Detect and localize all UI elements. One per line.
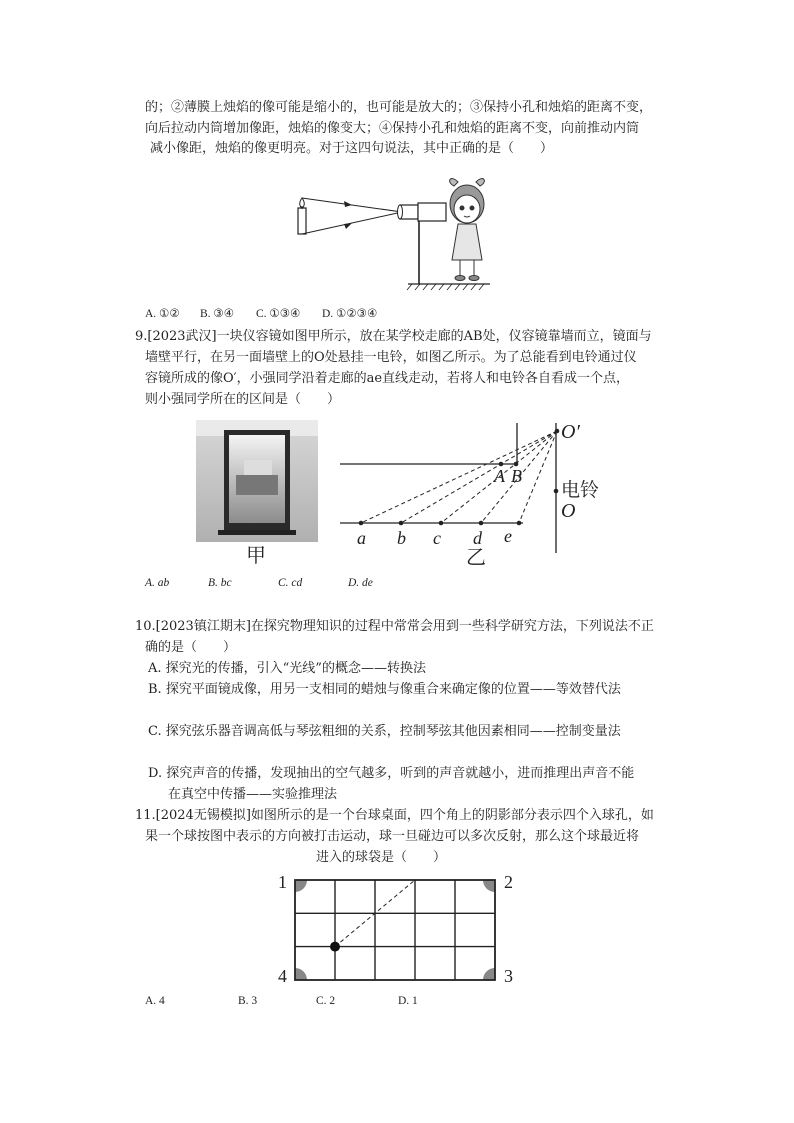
q9-label-bell: 电铃 — [561, 479, 600, 501]
q11-text-line-3: 进入的球袋是（ ） — [316, 850, 447, 865]
q9-option-c: C. cd — [278, 577, 303, 589]
girl-observer-icon — [450, 179, 485, 281]
pocket-3 — [483, 968, 495, 980]
pocket-4 — [295, 968, 307, 980]
q9-text-line-2: 墙壁平行，在另一面墙壁上的O处悬挂一电铃，如图乙所示。为了总能看到电铃通过仪 — [145, 350, 637, 365]
q10-option-d-line-1: D. 探究声音的传播，发现抽出的空气越多，听到的声音就越小，进而推理出声音不能 — [148, 766, 635, 781]
q11-option-d: D. 1 — [398, 995, 418, 1007]
candle-icon — [298, 198, 306, 234]
q11-text-line-1: 11.[2024无锡模拟]如图所示的是一个台球桌面，四个角上的阴影部分表示四个入球孔，如 — [135, 808, 654, 823]
q9-label-c: c — [433, 528, 441, 548]
q11-option-a: A. 4 — [145, 995, 165, 1007]
camera-tube-icon — [398, 203, 447, 284]
q9-option-a: A. ab — [145, 577, 170, 589]
q10-option-a: A. 探究光的传播，引入“光线”的概念——转换法 — [148, 661, 426, 676]
q10-text-line-1: 10.[2023镇江期末]在探究物理知识的过程中常常会用到一些科学研究方法，下列说法不正 — [135, 619, 654, 634]
q8-option-a: A. ①② — [145, 308, 180, 320]
q9-label-a-upper: A — [494, 466, 505, 486]
q9-figure-yi-label: 乙 — [466, 547, 486, 569]
q8-text-line-2: 向后拉动内筒增加像距，烛焰的像变大；④保持小孔和烛焰的距离不变，向前推动内筒 — [145, 121, 640, 136]
q9-text-line-4: 则小强同学所在的区间是（ ） — [145, 392, 341, 407]
q11-corner-2-label: 2 — [504, 872, 513, 892]
q10-text-line-2: 确的是（ ） — [145, 640, 237, 655]
q9-label-a: a — [357, 528, 366, 548]
q8-option-b: B. ③④ — [200, 308, 235, 320]
q8-text-line-3: 减小像距，烛焰的像更明亮。对于这四句说法，其中正确的是（ ） — [150, 141, 554, 156]
q9-label-o: O — [561, 500, 576, 522]
q9-label-d: d — [473, 528, 482, 548]
q10-option-c: C. 探究弦乐器音调高低与琴弦粗细的关系，控制琴弦其他因素相同——控制变量法 — [148, 724, 621, 739]
q9-label-b-upper: B — [511, 466, 522, 486]
q8-option-d: D. ①②③④ — [322, 308, 378, 320]
q10-option-b: B. 探究平面镜成像，用另一支相同的蜡烛与像重合来确定像的位置——等效替代法 — [148, 682, 621, 697]
q9-label-b: b — [397, 528, 406, 548]
q11-text-line-2: 果一个球按图中表示的方向被打击运动，球一旦碰边可以多次反射，那么这个球最近将 — [145, 829, 640, 844]
q11-option-c: C. 2 — [316, 995, 336, 1007]
q8-option-c: C. ①③④ — [256, 308, 301, 320]
q11-corner-3-label: 3 — [504, 966, 513, 986]
q10-option-d-line-2: 在真空中传播——实验推理法 — [168, 787, 338, 802]
q11-option-b: B. 3 — [238, 995, 258, 1007]
q11-corner-1-label: 1 — [278, 872, 287, 892]
q9-mirror-photo — [196, 420, 318, 542]
q9-option-b: B. bc — [208, 577, 232, 589]
q8-text-line-1: 的；②薄膜上烛焰的像可能是缩小的，也可能是放大的；③保持小孔和烛焰的距离不变， — [145, 100, 653, 115]
q9-option-d: D. de — [348, 577, 373, 589]
q11-billiard-table — [295, 880, 495, 980]
q9-label-e: e — [504, 526, 512, 546]
q9-figure-jia-label: 甲 — [246, 545, 266, 567]
pocket-2 — [483, 880, 495, 892]
q8-pinhole-camera-figure — [290, 168, 490, 298]
q9-text-line-1: 9.[2023武汉]一块仪容镜如图甲所示，放在某学校走廊的AB处，仪容镜靠墙而立，镜面与 — [135, 329, 652, 344]
q9-label-o-prime: O′ — [561, 421, 580, 443]
q11-corner-4-label: 4 — [278, 966, 287, 986]
ball — [330, 942, 340, 952]
pocket-1 — [295, 880, 307, 892]
q9-text-line-3: 容镜所成的像O′，小强同学沿着走廊的ae直线走动，若将人和电铃各自看成一个点， — [145, 371, 630, 386]
